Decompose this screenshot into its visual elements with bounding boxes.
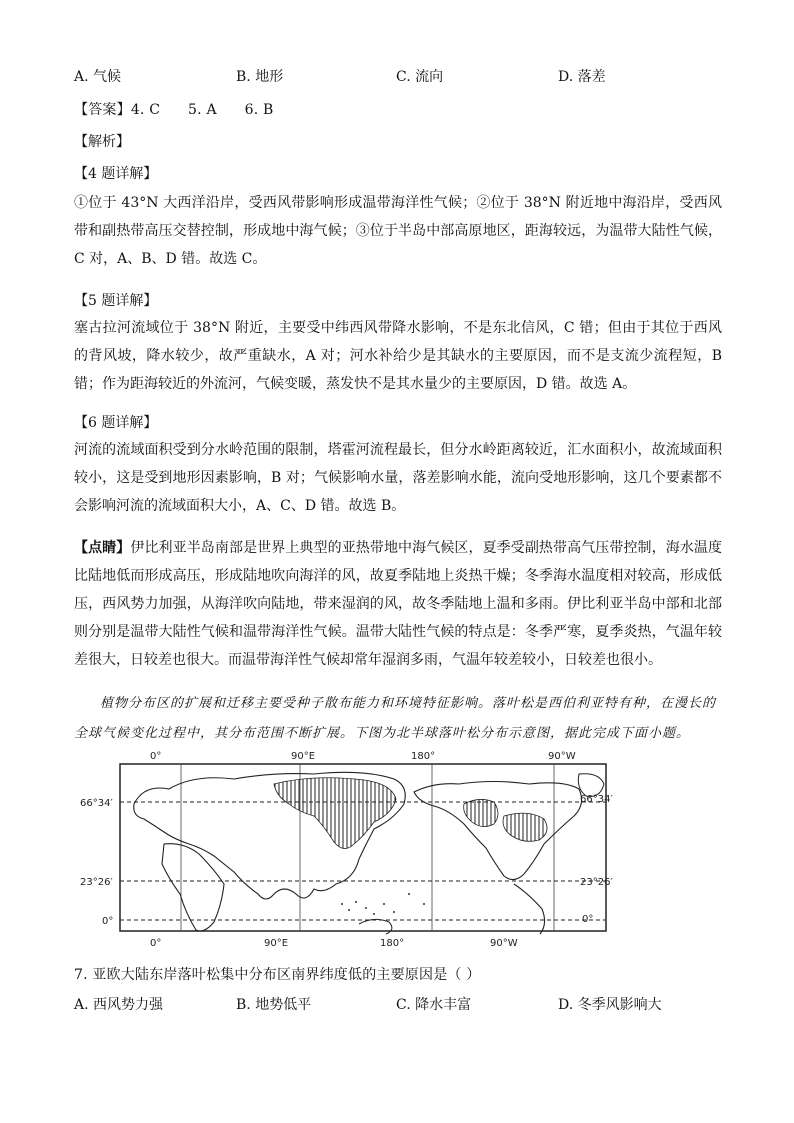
map-right-label-0: 0° — [582, 914, 594, 925]
map-top-label-0: 0° — [150, 751, 162, 762]
prev-option-a: A. 气候 — [74, 69, 122, 85]
answer-values: 4. C 5. A 6. B — [130, 102, 274, 118]
tip-text: 伊比利亚半岛南部是世界上典型的亚热带地中海气候区，夏季受副热带高气压带控制，海水温度比陆地低而形成高压，形成陆地吹向海洋的风，故夏季陆地上炎热干燥；冬季海水温度相对较高，形成低压，西风势力加强，从海洋吹向陆地，带来湿润的风，故冬季陆地上温和多雨。伊比利亚半岛中部和北部则分别是温带大陆性气候和温带海洋性气候。温带大陆性气候的特点是：冬季严寒，夏季炎热，气温年较差很大，日较差也很大。而温带海洋性气候却常年湿润多雨，气温年较差较小，日较差也很小。 — [74, 540, 723, 668]
q4-heading: 【4 题详解】 — [74, 166, 158, 182]
analysis-label: 【解析】 — [74, 134, 130, 150]
intro-line-2: 全球气候变化过程中，其分布范围不断扩展。下图为北半球落叶松分布示意图，据此完成下面小题。 — [74, 726, 691, 741]
prev-option-b: B. 地形 — [236, 69, 284, 85]
q6-explanation: 河流的流域面积受到分水岭范围的限制，塔霍河流程最长，但分水岭距离较近，汇水面积小，故流域面积较小，这是受到地形因素影响，B 对；气候影响水量，落差影响水能，流向受地形影响，这几个要素都不会影响河流的流域面积大小，A、C、D 错。故选 B。 — [74, 442, 722, 514]
q7-option-d[interactable]: D. 冬季风影响大 — [558, 997, 662, 1013]
q7-option-c[interactable]: C. 降水丰富 — [396, 997, 472, 1013]
map-right-label-2326: 23°26′ — [580, 877, 613, 888]
q7-stem: 7. 亚欧大陆东岸落叶松集中分布区南界纬度低的主要原因是（ ） — [74, 967, 481, 983]
map-bottom-label-90e: 90°E — [264, 938, 289, 949]
tip-paragraph — [74, 534, 722, 674]
map-top-label-90e: 90°E — [291, 751, 316, 762]
answer-label: 【答案】 — [74, 102, 131, 118]
map-bottom-label-0: 0° — [150, 938, 162, 949]
q6-heading: 【6 题详解】 — [74, 415, 158, 431]
prev-options-row — [74, 66, 734, 86]
q7-options-row — [74, 994, 734, 1014]
answer-line — [74, 99, 274, 119]
intro-line-1: 植物分布区的扩展和迁移主要受种子散布能力和环境特征影响。落叶松是西伯利亚特有种，在漫长的 — [100, 696, 717, 711]
map-top-label-90w: 90°W — [548, 751, 576, 762]
map-left-label-0: 0° — [102, 916, 114, 927]
map-right-label-6634: 66°34′ — [580, 794, 613, 805]
map-top-label-180: 180° — [411, 751, 436, 762]
q4-explanation: ①位于 43°N 大西洋沿岸，受西风带影响形成温带海洋性气候；②位于 38°N 附近地中海沿岸，受西风带和副热带高压交替控制，形成地中海气候；③位于半岛中部高原地区，距海较远，为温带大陆性气候，C 对，A、B、D 错。故选 C。 — [74, 195, 722, 267]
map-left-label-6634: 66°34′ — [80, 798, 113, 809]
map-bottom-label-180: 180° — [380, 938, 405, 949]
q5-explanation: 塞古拉河流域位于 38°N 附近，主要受中纬西风带降水影响，不是东北信风，C 错；但由于其位于西风的背风坡，降水较少，故严重缺水，A 对；河水补给少是其缺水的主要原因，而不是支流少流程短，B 错；作为距海较近的外流河，气候变暖，蒸发快不是其水量少的主要原因，D 错。故选 A。 — [74, 320, 722, 392]
prev-option-c: C. 流向 — [396, 69, 444, 85]
q5-heading: 【5 题详解】 — [74, 293, 158, 309]
q7-option-b[interactable]: B. 地势低平 — [236, 997, 312, 1013]
larch-distribution-map — [74, 744, 634, 954]
map-left-label-2326: 23°26′ — [80, 877, 113, 888]
q7-option-a[interactable]: A. 西风势力强 — [74, 997, 164, 1013]
prev-option-d: D. 落差 — [558, 69, 606, 85]
map-bottom-label-90w: 90°W — [490, 938, 518, 949]
tip-heading: 【点睛】 — [74, 540, 131, 556]
